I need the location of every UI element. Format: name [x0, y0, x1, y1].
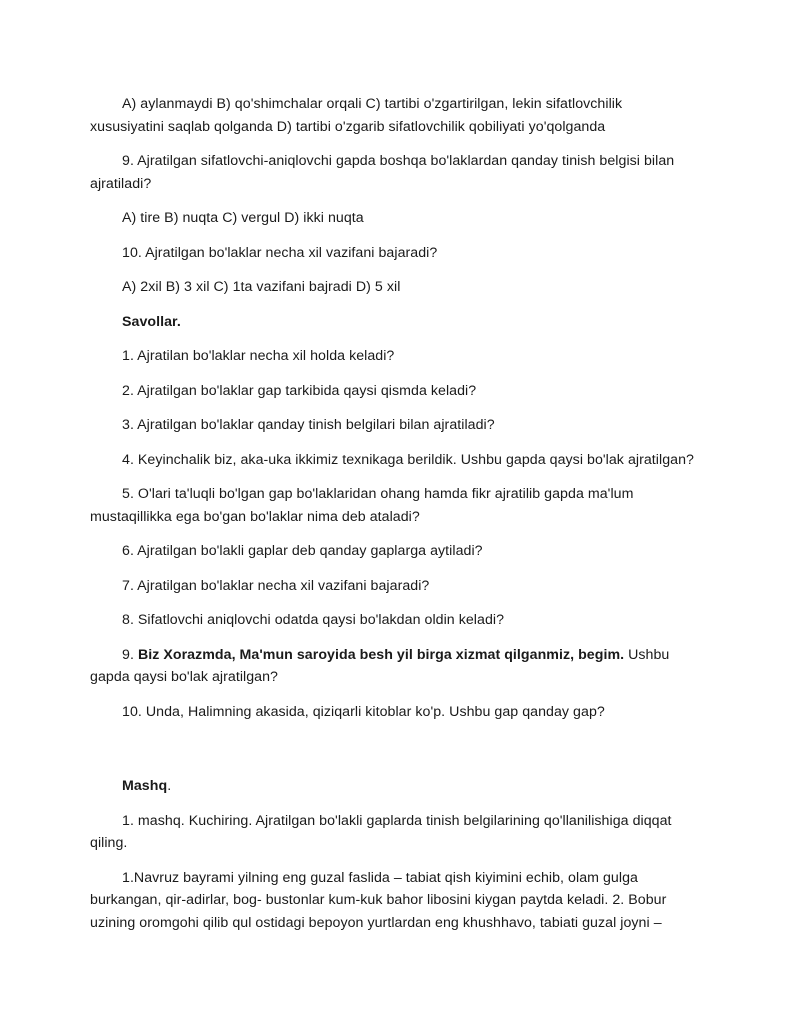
question-10-options: A) 2xil B) 3 xil C) 1ta vazifani bajradi D) 5 xil	[122, 279, 401, 295]
savol-9	[90, 644, 700, 689]
question-9-options: A) tire B) nuqta C) vergul D) ikki nuqta	[122, 210, 364, 226]
savol-1: 1. Ajratilan bo'laklar necha xil holda keladi?	[122, 348, 395, 364]
savol-2: 2. Ajratilgan bo'laklar gap tarkibida qaysi qismda keladi?	[122, 382, 477, 399]
question-8-options: A) aylanmaydi B) qo'shimchalar orqali C) tartibi o'zgartirilgan, lekin sifatlovchilik xususiyatini saqlab qolganda D) tartibi o'zgarib sifatlovchilik qobiliyati yo'qolganda	[90, 96, 623, 135]
mashq-1-text: 1.Navruz bayrami yilning eng guzal faslida – tabiat qish kiyimini echib, olam gulga burkangan, qir-adirlar, bog- bustonlar kum-kuk bahor libosini kiygan paytda keladi. 2. Bobur uzining oromgohi qilib qul ostidagi bepoyon yurtlardan eng khushhavo, tabiati guzal joyni –	[90, 869, 667, 931]
savol-4: 4. Keyinchalik biz, aka-uka ikkimiz texnikaga berildik. Ushbu gapda qaysi bo'lak ajratilgan?	[122, 451, 694, 468]
mashq-heading-dot: .	[167, 778, 172, 794]
savol-8: 8. Sifatlovchi aniqlovchi odatda qaysi bo'lakdan oldin keladi?	[122, 612, 505, 628]
question-9: 9. Ajratilgan sifatlovchi-aniqlovchi gapda boshqa bo'laklardan qanday tinish belgisi bilan ajratiladi?	[90, 153, 675, 192]
savol-9-number: 9.	[122, 646, 138, 663]
savol-5: 5. O'lari ta'luqli bo'lgan gap bo'laklaridan ohang hamda fikr ajratilib gapda ma'lum mustaqillikka ega bo'gan bo'laklar nima deb ataladi?	[90, 486, 634, 525]
savol-3: 3. Ajratilgan bo'laklar qanday tinish belgilari bilan ajratiladi?	[122, 417, 495, 433]
question-10: 10. Ajratilgan bo'laklar necha xil vazifani bajaradi?	[122, 244, 438, 261]
savol-9-bold-sentence: Biz Xorazmda, Ma'mun saroyida besh yil birga xizmat qilganmiz, begim.	[137, 646, 625, 663]
savol-9-rest: Ushbu gapda qaysi bo'lak ajratilgan?	[90, 646, 670, 685]
mashq-1-instruction: 1. mashq. Kuchiring. Ajratilgan bo'lakli gaplarda tinish belgilarining qo'llanilishiga diqqat qiling.	[90, 812, 672, 851]
mashq-heading-text: Mashq	[122, 778, 168, 794]
savol-10: 10. Unda, Halimning akasida, qiziqarli kitoblar ko'p. Ushbu gap qanday gap?	[122, 703, 605, 720]
savollar-heading: Savollar.	[122, 313, 181, 330]
mashq-heading	[90, 775, 700, 798]
blank-spacer	[90, 735, 700, 775]
savol-6: 6. Ajratilgan bo'lakli gaplar deb qanday gaplarga aytiladi?	[122, 543, 483, 559]
savol-7: 7. Ajratilgan bo'laklar necha xil vazifani bajaradi?	[122, 577, 430, 594]
